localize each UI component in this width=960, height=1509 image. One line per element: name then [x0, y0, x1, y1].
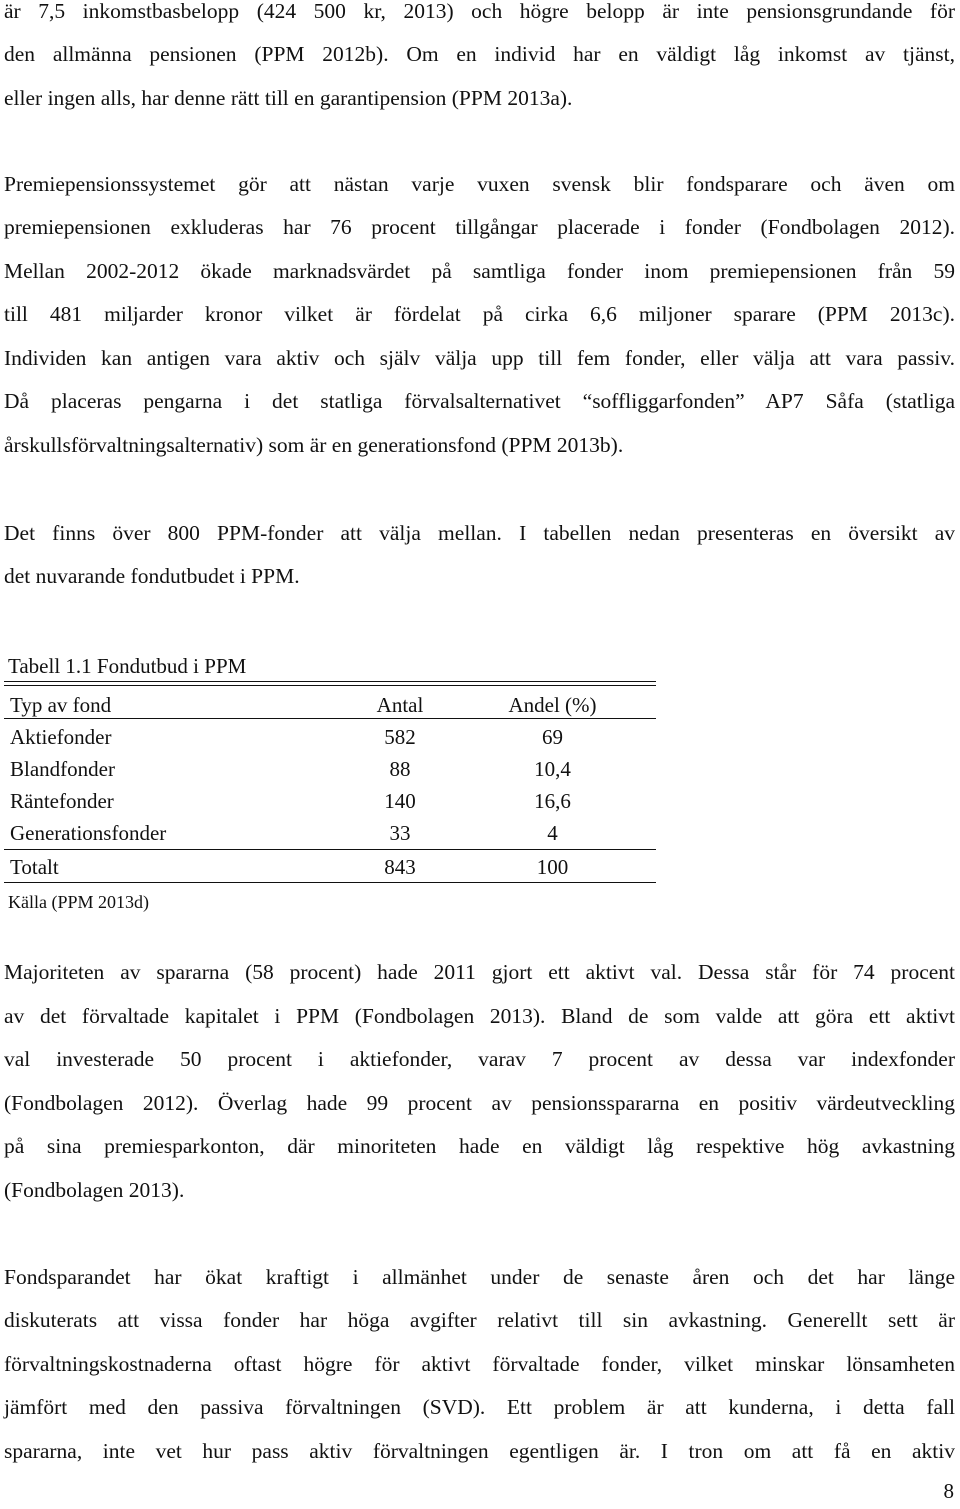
- table-total-rule: [4, 849, 656, 850]
- majoriteten-line-1: Majoriteten av spararna (58 procent) hade 2011 gjort ett aktivt val. Dessa står för 74 procent: [4, 960, 955, 984]
- cell-share: 69: [542, 725, 563, 749]
- total-share: 100: [536, 855, 569, 879]
- table-header-row: [10, 689, 655, 721]
- cell-count: 140: [384, 789, 416, 813]
- fondsparandet-line-3: förvaltningskostnaderna oftast högre för aktivt förvaltade fonder, vilket minskar lönsamheten: [4, 1352, 955, 1376]
- premiepension-line-1: Premiepensionssystemet gör att nästan varje vuxen svensk blir fondsparare och även om: [4, 172, 955, 196]
- majoriteten-line-3: val investerade 50 procent i aktiefonder, varav 7 procent av dessa var indexfonder: [4, 1047, 955, 1071]
- total-count: 843: [384, 855, 416, 879]
- premiepension-line-5: Individen kan antigen vara aktiv och själv välja upp till fem fonder, eller välja att vara passiv.: [4, 346, 955, 370]
- table-row: [10, 785, 655, 817]
- premiepension-line-3: Mellan 2002-2012 ökade marknadsvärdet på samtliga fonder inom premiepensionen från 59: [4, 259, 955, 283]
- premiepension-line-4: till 481 miljarder kronor vilket är fördelat på cirka 6,6 miljoner sparare (PPM 2013c).: [4, 302, 955, 326]
- cell-share: 10,4: [534, 757, 571, 781]
- cell-count: 88: [389, 757, 411, 781]
- fondsparandet-line-5: spararna, inte vet hur pass aktiv förvaltningen egentligen är. I tron om att få en aktiv: [4, 1439, 955, 1463]
- cell-type: Räntefonder: [10, 789, 114, 813]
- premiepension-line-6: Då placeras pengarna i det statliga förvalsalternativet “soffliggarfonden” AP7 Såfa (statliga: [4, 389, 955, 413]
- fondutbud-line-1: Det finns över 800 PPM-fonder att välja mellan. I tabellen nedan presenteras en översikt av: [4, 521, 955, 545]
- table-top-rule: [4, 681, 656, 686]
- page-number: 8: [943, 1479, 954, 1503]
- majoriteten-line-2: av det förvaltade kapitalet i PPM (Fondbolagen 2013). Bland de som valde att göra ett aktivt: [4, 1004, 955, 1028]
- table-source: Källa (PPM 2013d): [8, 892, 149, 912]
- table-caption: Tabell 1.1 Fondutbud i PPM: [8, 654, 247, 678]
- cell-share: 4: [547, 821, 558, 845]
- table-row: [10, 721, 655, 753]
- cell-type: Generationsfonder: [10, 821, 167, 845]
- intro-line-3: eller ingen alls, har denne rätt till en garantipension (PPM 2013a).: [4, 86, 573, 110]
- fondsparandet-line-2: diskuterats att vissa fonder har höga avgifter relativt till sin avkastning. Generellt sett är: [4, 1308, 955, 1332]
- premiepension-line-7: årskullsförvaltningsalternativ) som är en generationsfond (PPM 2013b).: [4, 433, 624, 457]
- intro-line-1: är 7,5 inkomstbasbelopp (424 500 kr, 2013) och högre belopp är inte pensionsgrundande för: [4, 0, 955, 23]
- cell-type: Aktiefonder: [10, 725, 112, 749]
- fondutbud-line-2: det nuvarande fondutbudet i PPM.: [4, 564, 300, 588]
- cell-count: 33: [389, 821, 411, 845]
- intro-line-2: den allmänna pensionen (PPM 2012b). Om en individ har en väldigt låg inkomst av tjänst,: [4, 42, 955, 66]
- table-header-rule: [4, 718, 656, 719]
- table-bottom-rule: [4, 882, 656, 883]
- premiepension-line-2: premiepensionen exkluderas har 76 procent tillgångar placerade i fonder (Fondbolagen 2012).: [4, 215, 955, 239]
- fondsparandet-line-1: Fondsparandet har ökat kraftigt i allmänhet under de senaste åren och det har länge: [4, 1265, 955, 1289]
- cell-type: Blandfonder: [10, 757, 115, 781]
- cell-count: 582: [384, 725, 416, 749]
- header-share: Andel (%): [508, 693, 597, 717]
- majoriteten-line-4: (Fondbolagen 2012). Överlag hade 99 procent av pensionsspararna en positiv värdeutveckling: [4, 1091, 955, 1115]
- fondsparandet-line-4: jämfört med den passiva förvaltningen (SVD). Ett problem är att kunderna, i detta fall: [4, 1395, 955, 1419]
- table-row: [10, 817, 655, 849]
- header-type: Typ av fond: [10, 693, 112, 717]
- majoriteten-line-6: (Fondbolagen 2013).: [4, 1178, 185, 1202]
- total-label: Totalt: [10, 855, 59, 879]
- header-count: Antal: [376, 693, 424, 717]
- table-row: [10, 753, 655, 785]
- cell-share: 16,6: [534, 789, 571, 813]
- majoriteten-line-5: på sina premiesparkonton, där minoriteten hade en väldigt låg respektive hög avkastning: [4, 1134, 955, 1158]
- table-total-row: [10, 851, 655, 883]
